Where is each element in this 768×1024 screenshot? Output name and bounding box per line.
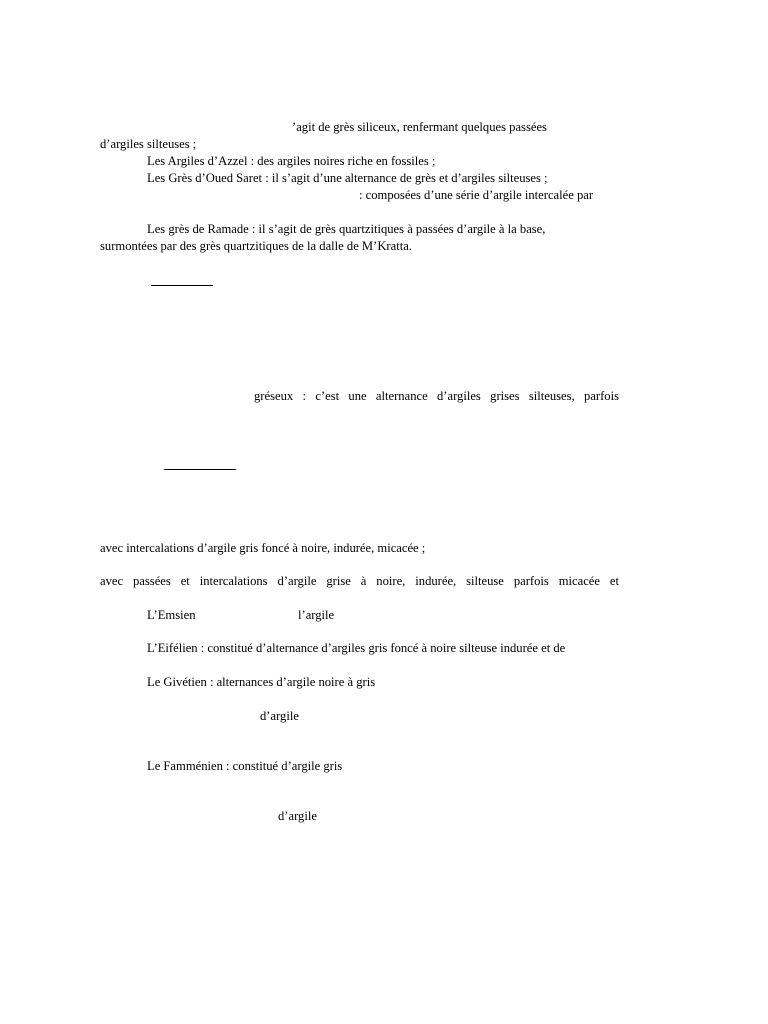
text-line: d’argile <box>278 809 317 823</box>
text-line: ’agit de grès siliceux, renfermant quelques passées <box>292 120 547 134</box>
text-line: Les Grès d’Oued Saret : il s’agit d’une alternance de grès et d’argiles silteuses ; <box>147 171 548 185</box>
text-line: : composées d’une série d’argile intercalée par <box>359 188 594 202</box>
text-line: L’Emsien <box>147 608 196 622</box>
text-line: avec passées et intercalations d’argile grise à noire, indurée, silteuse parfois micacée et <box>100 574 619 588</box>
text-line: gréseux : c’est une alternance d’argiles grises silteuses, parfois <box>254 389 619 403</box>
text-line: L’Eifélien : constitué d’alternance d’argiles gris foncé à noire silteuse indurée et de <box>147 641 566 655</box>
underline-rule <box>151 285 213 286</box>
text-line: l’argile <box>298 608 335 622</box>
text-line: Le Famménien : constitué d’argile gris <box>147 759 343 773</box>
text-line: Le Givétien : alternances d’argile noire à gris <box>147 675 376 689</box>
text-line: Les grès de Ramade : il s’agit de grès quartzitiques à passées d’argile à la base, <box>147 222 546 236</box>
text-line: d’argiles silteuses ; <box>100 137 197 151</box>
text-line: avec intercalations d’argile gris foncé à noire, indurée, micacée ; <box>100 541 426 555</box>
text-line: Les Argiles d’Azzel : des argiles noires riche en fossiles ; <box>147 154 436 168</box>
underline-rule <box>164 469 236 470</box>
text-line: surmontées par des grès quartzitiques de la dalle de M’Kratta. <box>100 239 412 253</box>
text-line: d’argile <box>260 709 299 723</box>
